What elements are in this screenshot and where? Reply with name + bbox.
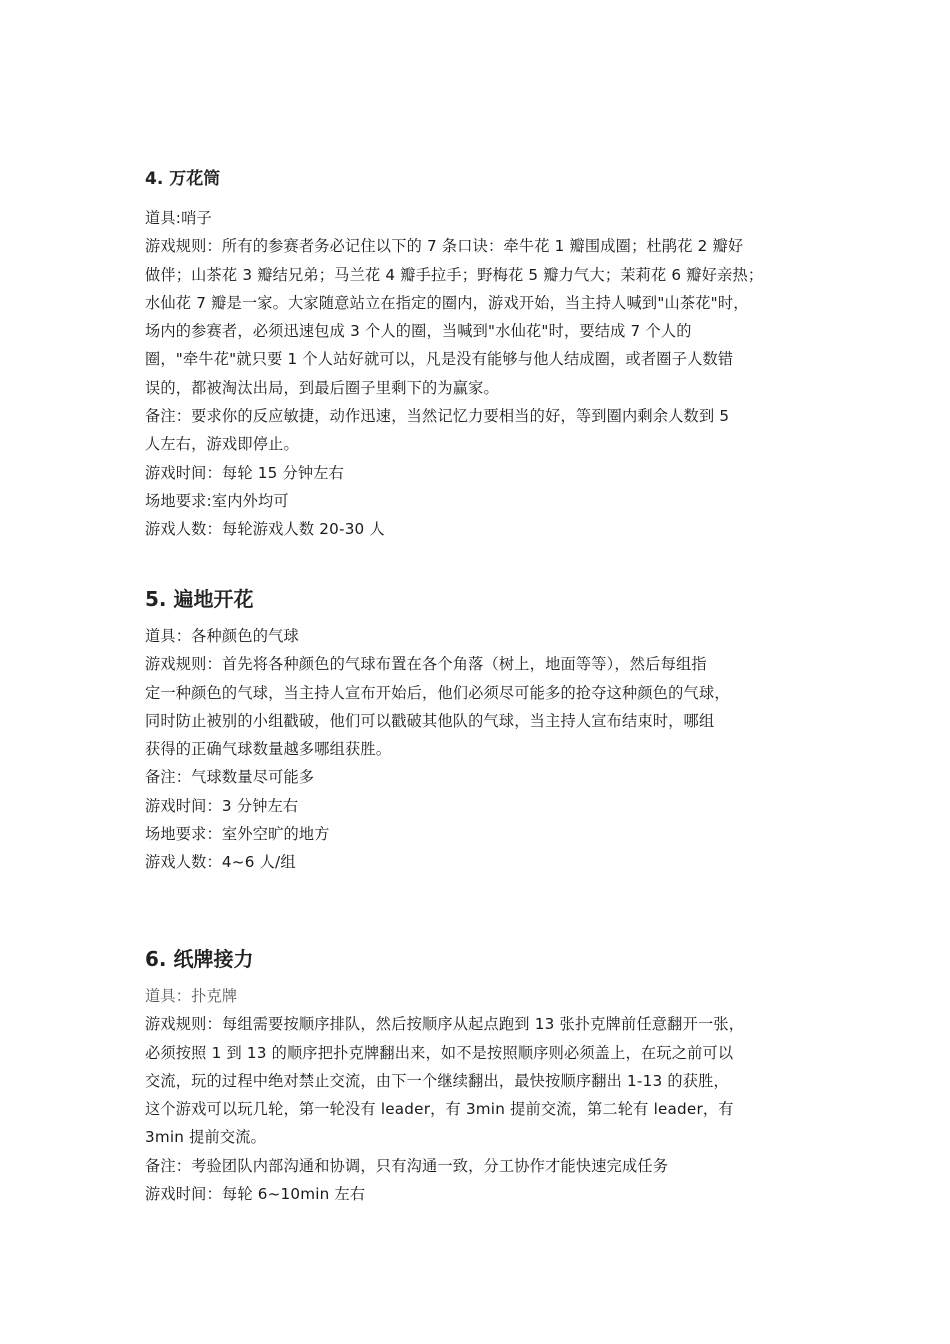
section-biandi-kaihua [145, 584, 817, 877]
body-line: 水仙花 7 瓣是一家。大家随意站立在指定的圈内，游戏开始，当主持人喊到"山茶花"时， [145, 293, 749, 312]
body-line: 交流，玩的过程中绝对禁止交流，由下一个继续翻出，最快按顺序翻出 1-13 的获胜， [145, 1071, 729, 1090]
body-line: 游戏时间：3 分钟左右 [145, 796, 299, 815]
section-body [145, 982, 817, 1208]
body-line: 定一种颜色的气球，当主持人宣布开始后，他们必须尽可能多的抢夺这种颜色的气球， [145, 683, 730, 702]
section-wanhuatong [145, 164, 817, 544]
body-line: 游戏规则：首先将各种颜色的气球布置在各个角落（树上，地面等等），然后每组指 [145, 655, 707, 674]
section-title: 6. 纸牌接力 [145, 947, 254, 971]
body-line: 获得的正确气球数量越多哪组获胜。 [145, 740, 392, 759]
body-line: 备注：要求你的反应敏捷，动作迅速，当然记忆力要相当的好，等到圈内剩余人数到 5 [145, 407, 730, 426]
section-title: 4. 万花筒 [145, 169, 221, 189]
body-line: 游戏规则：所有的参赛者务必记住以下的 7 条口诀：牵牛花 1 瓣围成圈；杜鹃花 2 瓣好 [145, 237, 744, 256]
section-body [145, 622, 817, 877]
body-line: 场地要求：室外空旷的地方 [145, 825, 330, 844]
body-line: 做伴；山茶花 3 瓣结兄弟；马兰花 4 瓣手拉手；野梅花 5 瓣力气大；茉莉花 6 瓣好亲热； [145, 265, 764, 284]
body-line: 必须按照 1 到 13 的顺序把扑克牌翻出来，如不是按照顺序则必须盖上，在玩之前可以 [145, 1043, 734, 1062]
body-line: 游戏人数：4~6 人/组 [145, 853, 296, 872]
body-line: 道具：扑克牌 [145, 987, 238, 1005]
section-title: 5. 遍地开花 [145, 587, 254, 611]
section-zhipai-jieli [145, 944, 817, 1208]
body-line: 误的，都被淘汰出局，到最后圈子里剩下的为赢家。 [145, 378, 499, 397]
body-line: 圈，"牵牛花"就只要 1 个人站好就可以，凡是没有能够与他人结成圈，或者圈子人数错 [145, 350, 734, 369]
body-line: 游戏人数：每轮游戏人数 20-30 人 [145, 520, 385, 539]
body-line: 道具:哨子 [145, 209, 212, 227]
body-line: 场地要求:室内外均可 [145, 491, 289, 510]
body-line: 场内的参赛者，必须迅速包成 3 个人的圈，当喊到"水仙花"时，要结成 7 个人的 [145, 322, 692, 341]
section-body [145, 204, 817, 544]
body-line: 备注：考验团队内部沟通和协调，只有沟通一致，分工协作才能快速完成任务 [145, 1156, 669, 1175]
body-line: 游戏时间：每轮 6~10min 左右 [145, 1185, 366, 1204]
body-line: 道具：各种颜色的气球 [145, 627, 299, 645]
body-line: 这个游戏可以玩几轮，第一轮没有 leader，有 3min 提前交流，第二轮有 leader，有 [145, 1100, 734, 1119]
body-line: 备注：气球数量尽可能多 [145, 768, 315, 787]
body-line: 同时防止被别的小组戳破，他们可以戳破其他队的气球，当主持人宣布结束时，哪组 [145, 711, 715, 730]
body-line: 3min 提前交流。 [145, 1128, 267, 1147]
body-line: 游戏规则：每组需要按顺序排队，然后按顺序从起点跑到 13 张扑克牌前任意翻开一张， [145, 1015, 745, 1034]
body-line: 人左右，游戏即停止。 [145, 435, 299, 454]
body-line: 游戏时间：每轮 15 分钟左右 [145, 463, 345, 482]
